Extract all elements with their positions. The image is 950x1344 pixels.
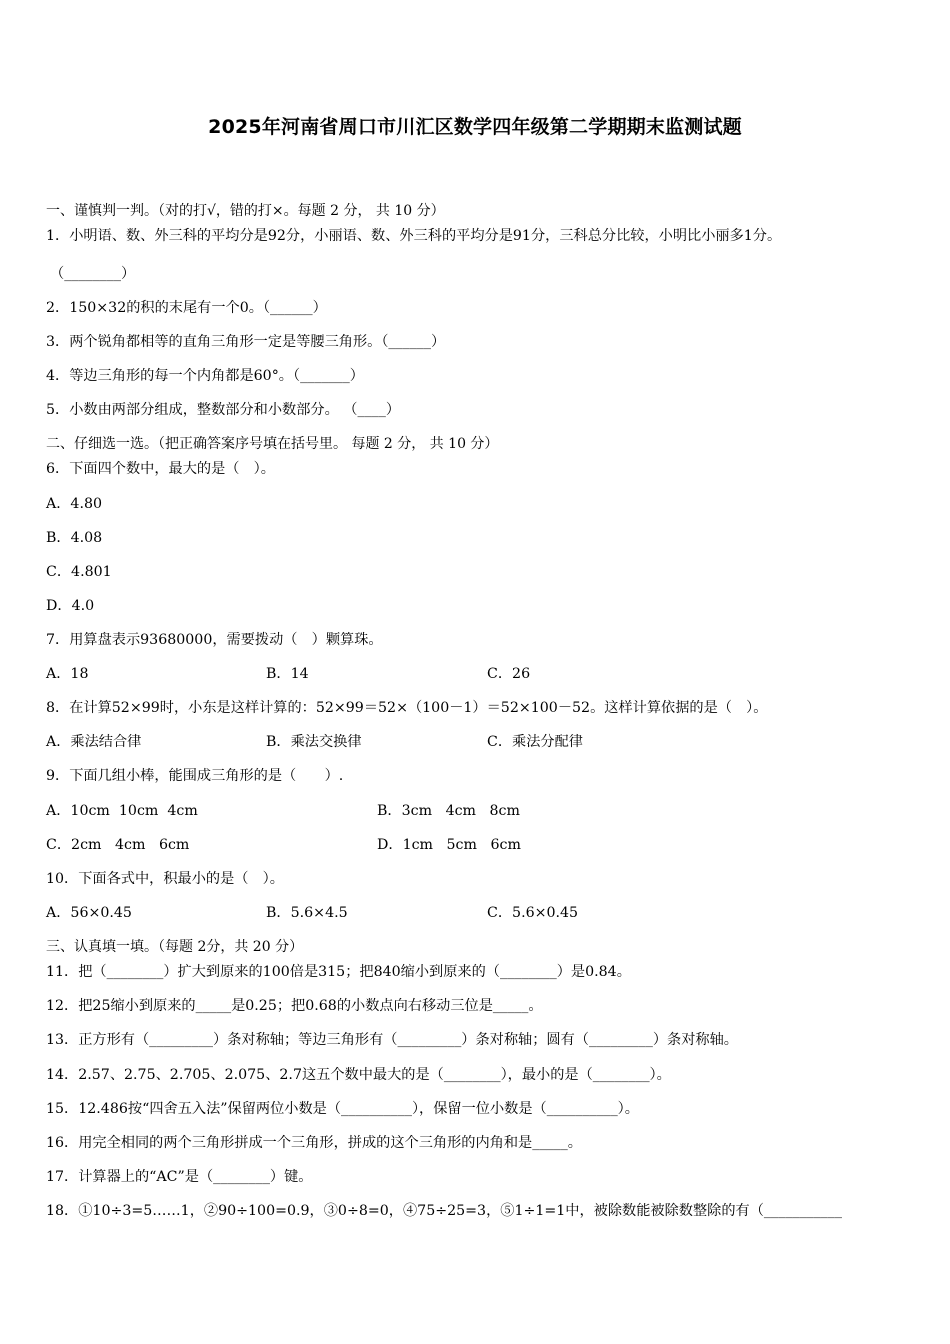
question-1: 1．小明语、数、外三科的平均分是92分，小丽语、数、外三科的平均分是91分，三科总分比较，小明比小丽多1分。 bbox=[46, 228, 782, 244]
question-1-blank: （________） bbox=[50, 266, 136, 282]
question-7-option-b: B．14 bbox=[266, 666, 309, 682]
question-17: 17．计算器上的“AC”是（________）键。 bbox=[46, 1169, 313, 1185]
section-heading-1: 一、谨慎判一判。（对的打√，错的打×。每题 2 分， 共 10 分） bbox=[46, 203, 445, 219]
question-13: 13．正方形有（_________）条对称轴；等边三角形有（_________）条对称轴；圆有（_________）条对称轴。 bbox=[46, 1032, 738, 1048]
question-12: 12．把25缩小到原来的_____是0.25；把0.68的小数点向右移动三位是_____。 bbox=[46, 998, 543, 1014]
question-9-option-b: B．3cm 4cm 8cm bbox=[377, 803, 520, 819]
section-heading-2: 二、仔细选一选。（把正确答案序号填在括号里。 每题 2 分， 共 10 分） bbox=[46, 436, 499, 452]
question-10-option-b: B．5.6×4.5 bbox=[266, 905, 348, 921]
question-9: 9．下面几组小棒，能围成三角形的是（ ）. bbox=[46, 768, 344, 784]
question-5: 5．小数由两部分组成，整数部分和小数部分。 （____） bbox=[46, 402, 401, 418]
question-10-option-c: C．5.6×0.45 bbox=[487, 905, 579, 921]
question-16: 16．用完全相同的两个三角形拼成一个三角形，拼成的这个三角形的内角和是_____。 bbox=[46, 1135, 582, 1151]
question-6: 6．下面四个数中，最大的是（ ）。 bbox=[46, 461, 275, 477]
section-heading-3: 三、认真填一填。（每题 2分，共 20 分） bbox=[46, 939, 304, 955]
question-6-option-b: B．4.08 bbox=[46, 530, 103, 546]
question-11: 11．把（________）扩大到原来的100倍是315；把840缩小到原来的（________）是0.84。 bbox=[46, 964, 631, 980]
question-7: 7．用算盘表示93680000，需要拨动（ ）颗算珠。 bbox=[46, 632, 383, 648]
question-8-option-b: B．乘法交换律 bbox=[266, 734, 362, 750]
question-7-option-c: C．26 bbox=[487, 666, 531, 682]
question-3: 3．两个锐角都相等的直角三角形一定是等腰三角形。（______） bbox=[46, 334, 446, 350]
question-8-option-c: C．乘法分配律 bbox=[487, 734, 583, 750]
question-9-option-a: A．10cm 10cm 4cm bbox=[46, 803, 198, 819]
question-8: 8．在计算52×99时，小东是这样计算的：52×99＝52×（100－1）＝52×100－52。这样计算依据的是（ ）。 bbox=[46, 700, 768, 716]
question-2: 2．150×32的积的末尾有一个0。（______） bbox=[46, 300, 327, 316]
question-6-option-a: A．4.80 bbox=[46, 496, 103, 512]
question-9-option-c: C．2cm 4cm 6cm bbox=[46, 837, 190, 853]
question-9-option-d: D．1cm 5cm 6cm bbox=[377, 837, 521, 853]
page-title: 2025年河南省周口市川汇区数学四年级第二学期期末监测试题 bbox=[208, 116, 742, 138]
question-8-option-a: A．乘法结合律 bbox=[46, 734, 142, 750]
question-10-option-a: A．56×0.45 bbox=[46, 905, 132, 921]
question-7-option-a: A．18 bbox=[46, 666, 89, 682]
question-15: 15．12.486按“四舍五入法”保留两位小数是（__________），保留一位小数是（__________）。 bbox=[46, 1101, 639, 1117]
question-6-option-c: C．4.801 bbox=[46, 564, 112, 580]
question-4: 4．等边三角形的每一个内角都是60°。（_______） bbox=[46, 368, 364, 384]
question-10: 10．下面各式中，积最小的是（ ）。 bbox=[46, 871, 284, 887]
question-14: 14．2.57、2.75、2.705、2.075、2.7这五个数中最大的是（________），最小的是（________）。 bbox=[46, 1067, 671, 1083]
question-18: 18．①10÷3=5……1，②90÷100=0.9，③0÷8=0，④75÷25=3，⑤1÷1=1中，被除数能被除数整除的有（___________ bbox=[46, 1203, 842, 1219]
question-6-option-d: D．4.0 bbox=[46, 598, 95, 614]
